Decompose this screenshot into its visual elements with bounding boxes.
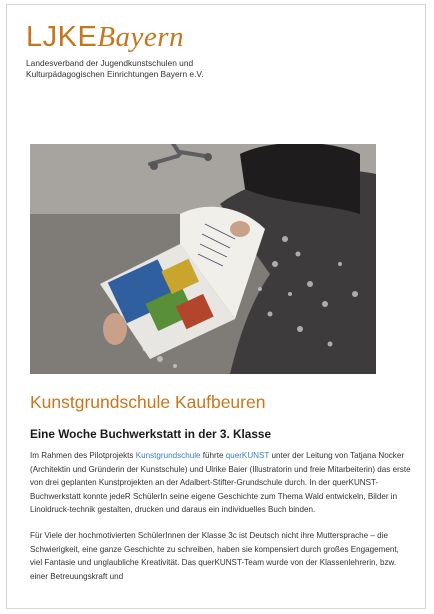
- p1-text-b: führte: [200, 451, 226, 460]
- article-paragraph-1: [30, 449, 412, 517]
- link-kunstgrundschule[interactable]: Kunstgrundschule: [135, 451, 201, 460]
- article-photo: [30, 144, 376, 374]
- logo-wordmark: [26, 22, 216, 52]
- link-querkunst[interactable]: querKUNST: [225, 451, 270, 460]
- article-subtitle: Eine Woche Buchwerkstatt in der 3. Klasse: [30, 427, 272, 441]
- article-paragraph-2: Für Viele der hochmotivierten SchülerInnen der Klasse 3c ist Deutsch nicht ihre Muttersprache – die Schwierigkeit, eine ganze Geschichte zu schreiben, haben sie kompensiert durch großes Engagement, viel Fantasie und unglaubliche Kreativität. Das querKUNST-Team wurde von der Klassenlehrerin, bzw. einer Betreuungskraft und: [30, 531, 399, 581]
- logo-subtitle-line1: Landesverband der Jugendkunstschulen und: [26, 58, 194, 68]
- p1-text-c: unter der Leitung von Tatjana Nocker (Architektin und Gründerin der Kunstschule) und Ulrike Baier (Illustratorin und freie Mitarbeiterin) das erste von drei geplanten Kunstprojekten an der Adalbert-Stifter-Grundschule durch. In der querKUNST-Buchwerkstatt konnte jedeR SchülerIn seine eigene Geschichte zum Thema Wald entwickeln, Bilder in Linoldruck-technik gestalten, drucken und daraus ein individuelles Buch binden.: [30, 451, 411, 514]
- logo-bayern: Bayern: [97, 21, 185, 53]
- photo-child-reading-book-icon: [30, 144, 376, 374]
- logo-ljke: LJKE: [26, 21, 98, 53]
- article-title: Kunstgrundschule Kaufbeuren: [30, 392, 266, 412]
- logo-subtitle-line2: Kulturpädagogischen Einrichtungen Bayern e.V.: [26, 68, 204, 79]
- logo-subtitle: [26, 58, 216, 79]
- p1-text-a: Im Rahmen des Pilotprojekts: [30, 451, 136, 460]
- ljke-bayern-logo[interactable]: [26, 22, 216, 79]
